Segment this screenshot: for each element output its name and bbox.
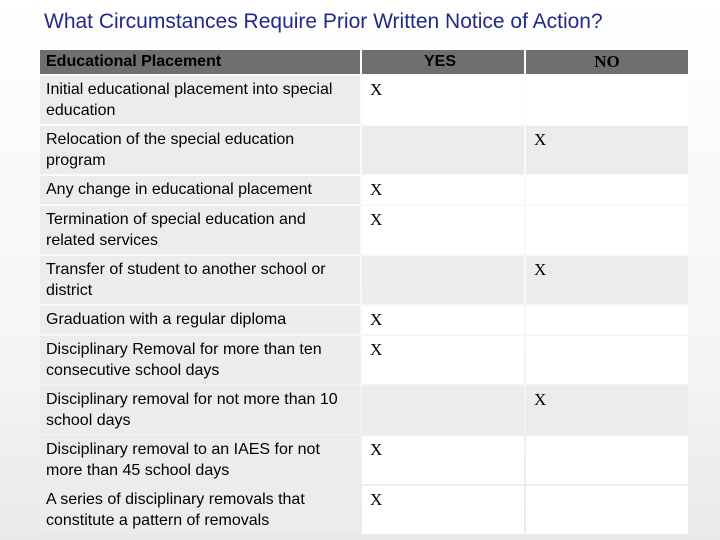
yes-cell bbox=[362, 256, 524, 304]
page-title: What Circumstances Require Prior Written Notice of Action? bbox=[44, 10, 603, 33]
row-label: Relocation of the special education program bbox=[40, 126, 360, 174]
no-cell bbox=[526, 306, 688, 334]
table-row bbox=[40, 206, 688, 254]
row-label: Disciplinary removal to an IAES for not more than 45 school days bbox=[40, 436, 360, 484]
no-cell bbox=[526, 436, 688, 484]
row-label: A series of disciplinary removals that constitute a pattern of removals bbox=[40, 486, 360, 534]
yes-cell: X bbox=[362, 206, 524, 254]
no-cell: X bbox=[526, 256, 688, 304]
no-cell: X bbox=[526, 126, 688, 174]
row-label: Graduation with a regular diploma bbox=[40, 306, 360, 334]
no-cell bbox=[526, 176, 688, 204]
table-row bbox=[40, 436, 688, 484]
table-row bbox=[40, 386, 688, 434]
yes-cell bbox=[362, 386, 524, 434]
yes-cell: X bbox=[362, 436, 524, 484]
table-row bbox=[40, 176, 688, 204]
yes-cell: X bbox=[362, 336, 524, 384]
row-label: Transfer of student to another school or district bbox=[40, 256, 360, 304]
no-cell bbox=[526, 336, 688, 384]
table-row bbox=[40, 256, 688, 304]
no-cell bbox=[526, 76, 688, 124]
no-cell bbox=[526, 486, 688, 534]
row-label: Termination of special education and related services bbox=[40, 206, 360, 254]
table-row bbox=[40, 486, 688, 534]
yes-cell: X bbox=[362, 486, 524, 534]
header-yes: YES bbox=[362, 50, 524, 74]
no-cell bbox=[526, 206, 688, 254]
header-educational-placement: Educational Placement bbox=[40, 50, 360, 74]
table-row bbox=[40, 336, 688, 384]
yes-cell bbox=[362, 126, 524, 174]
notice-table bbox=[38, 48, 690, 536]
table-row bbox=[40, 306, 688, 334]
table-row bbox=[40, 126, 688, 174]
no-cell: X bbox=[526, 386, 688, 434]
yes-cell: X bbox=[362, 76, 524, 124]
yes-cell: X bbox=[362, 306, 524, 334]
row-label: Initial educational placement into special education bbox=[40, 76, 360, 124]
row-label: Disciplinary Removal for more than ten consecutive school days bbox=[40, 336, 360, 384]
row-label: Any change in educational placement bbox=[40, 176, 360, 204]
yes-cell: X bbox=[362, 176, 524, 204]
table-row bbox=[40, 76, 688, 124]
table-header-row bbox=[40, 50, 688, 74]
header-no: NO bbox=[526, 50, 688, 74]
row-label: Disciplinary removal for not more than 10 school days bbox=[40, 386, 360, 434]
